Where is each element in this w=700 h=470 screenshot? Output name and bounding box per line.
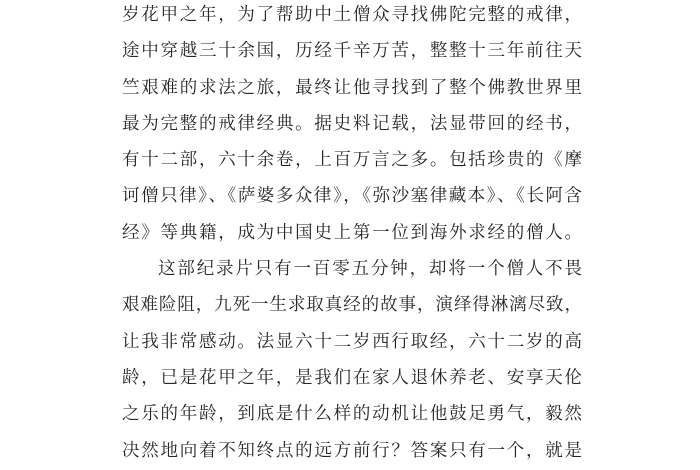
text-line: 诃僧只律》、《萨婆多众律》，《弥沙塞律藏本》、《长阿含 bbox=[122, 186, 582, 207]
text-line: 让我非常感动。法显六十二岁西行取经，六十二岁的高 bbox=[122, 331, 582, 352]
text-line: 岁花甲之年，为了帮助中土僧众寻找佛陀完整的戒律， bbox=[122, 5, 582, 25]
text-line: 经》等典籍，成为中国史上第一位到海外求经的僧人。 bbox=[122, 222, 582, 243]
text-line: 艰难险阻，九死一生求取真经的故事，演绎得淋漓尽致， bbox=[122, 295, 582, 316]
text-line: 龄，已是花甲之年，是我们在家人退休养老、安享天伦 bbox=[122, 367, 582, 388]
text-line: 竺艰难的求法之旅，最终让他寻找到了整个佛教世界里 bbox=[122, 77, 582, 98]
article-text bbox=[122, 0, 582, 469]
text-line: 最为完整的戒律经典。据史料记载，法显带回的经书， bbox=[122, 113, 582, 134]
paragraph-first-line: 这部纪录片只有一百零五分钟，却将一个僧人不畏 bbox=[158, 259, 582, 280]
text-line: 途中穿越三十余国，历经千辛万苦，整整十三年前往天 bbox=[122, 41, 582, 62]
text-line: 之乐的年龄，到底是什么样的动机让他鼓足勇气，毅然 bbox=[122, 404, 582, 425]
text-line: 有十二部，六十余卷，上百万言之多。包括珍贵的《摩 bbox=[122, 150, 582, 171]
text-line: 决然地向着不知终点的远方前行？答案只有一个，就是 bbox=[122, 440, 582, 461]
